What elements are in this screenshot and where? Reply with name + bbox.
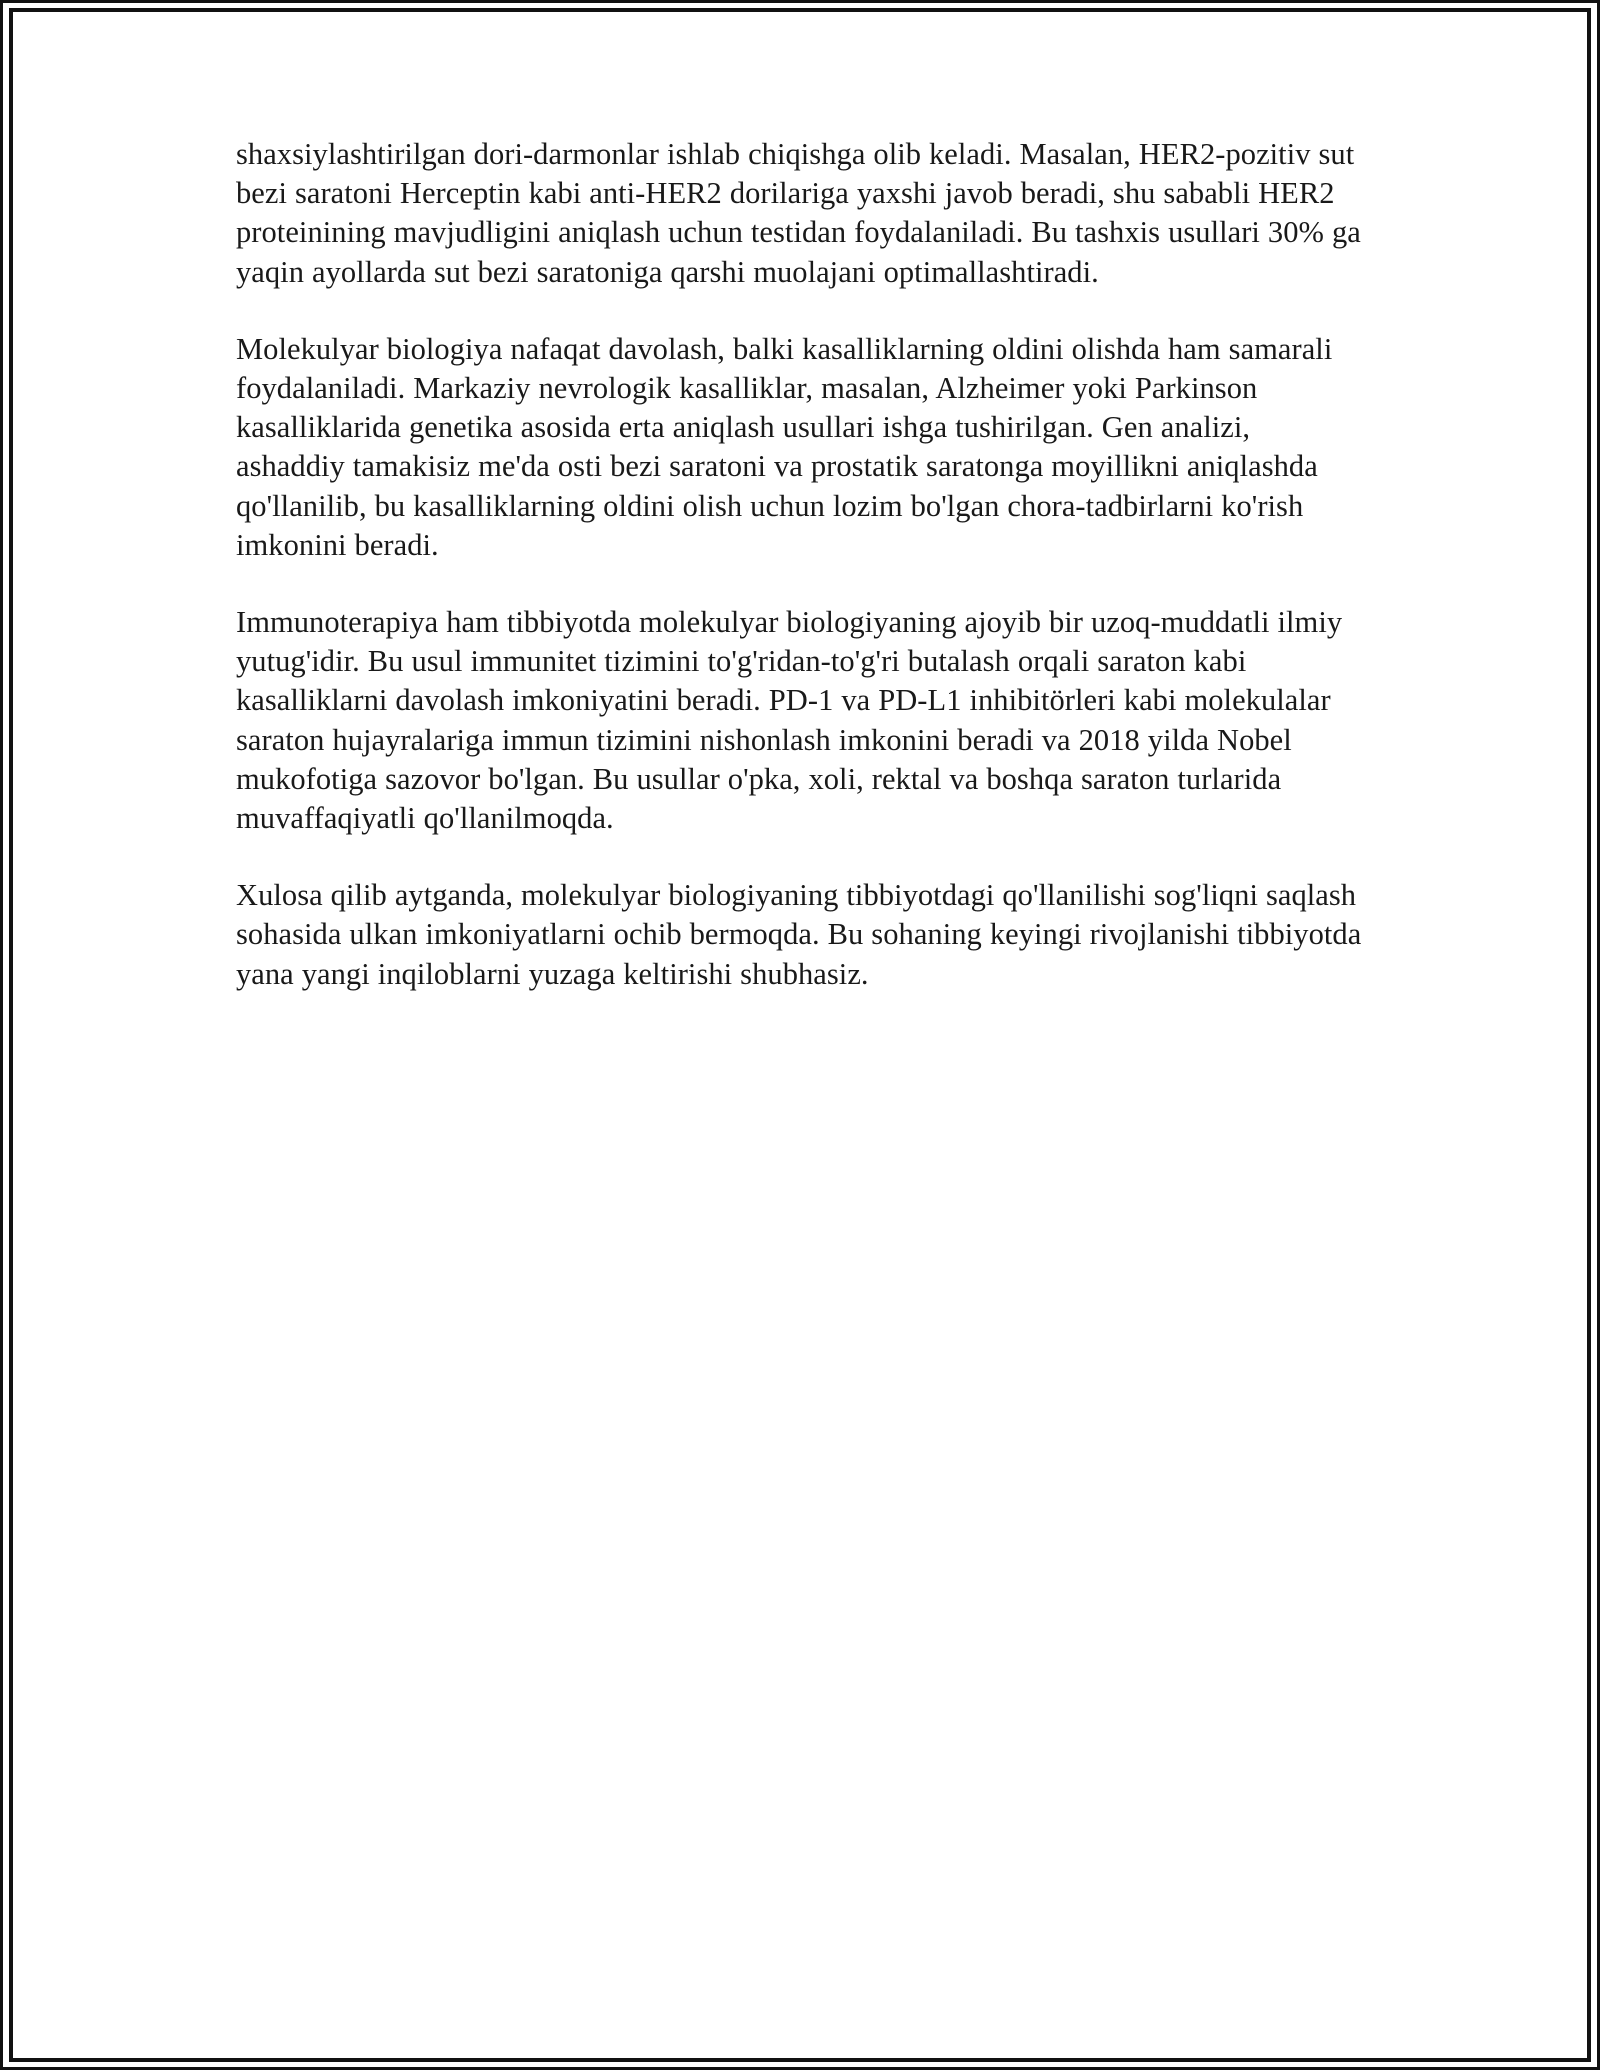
document-paragraph: shaxsiylashtirilgan dori-darmonlar ishlab chiqishga olib keladi. Masalan, HER2-pozitiv sut bezi saratoni Herceptin kabi anti-HER2 dorilariga yaxshi javob beradi, shu sababli HER2 proteinining mavjudligini aniqlash uchun testidan foydalaniladi. Bu tashxis usullari 30% ga yaqin ayollarda sut bezi saratoniga qarshi muolajani optimallashtiradi. <box>236 137 1361 289</box>
document-text-column <box>236 135 1366 994</box>
document-paragraph: Molekulyar biologiya nafaqat davolash, balki kasalliklarning oldini olishda ham samarali foydalaniladi. Markaziy nevrologik kasalliklar, masalan, Alzheimer yoki Parkinson kasalliklarida genetika asosida erta aniqlash usullari ishga tushirilgan. Gen analizi, ashaddiy tamakisiz me'da osti bezi saratoni va prostatik saratonga moyillikni aniqlashda qo'llanilib, bu kasalliklarning oldini olish uchun lozim bo'lgan chora-tadbirlarni ko'rish imkonini beradi. <box>236 331 1333 562</box>
document-paragraph: Xulosa qilib aytganda, molekulyar biologiyaning tibbiyotdagi qo'llanilishi sog'liqni saqlash sohasida ulkan imkoniyatlarni ochib bermoqda. Bu sohaning keyingi rivojlanishi tibbiyotda yana yangi inqiloblarni yuzaga keltirishi shubhasiz. <box>236 878 1362 991</box>
document-paragraph: Immunoterapiya ham tibbiyotda molekulyar biologiyaning ajoyib bir uzoq-muddatli ilmiy yutug'idir. Bu usul immunitet tizimini to'g'ridan-to'g'ri butalash orqali saraton kabi kasalliklarni davolash imkoniyatini beradi. PD-1 va PD-L1 inhibitörleri kabi molekulalar saraton hujayralariga immun tizimini nishonlash imkonini beradi va 2018 yilda Nobel mukofotiga sazovor bo'lgan. Bu usullar o'pka, xoli, rektal va boshqa saraton turlarida muvaffaqiyatli qo'llanilmoqda. <box>236 605 1343 836</box>
page-sheet <box>14 13 1586 2057</box>
